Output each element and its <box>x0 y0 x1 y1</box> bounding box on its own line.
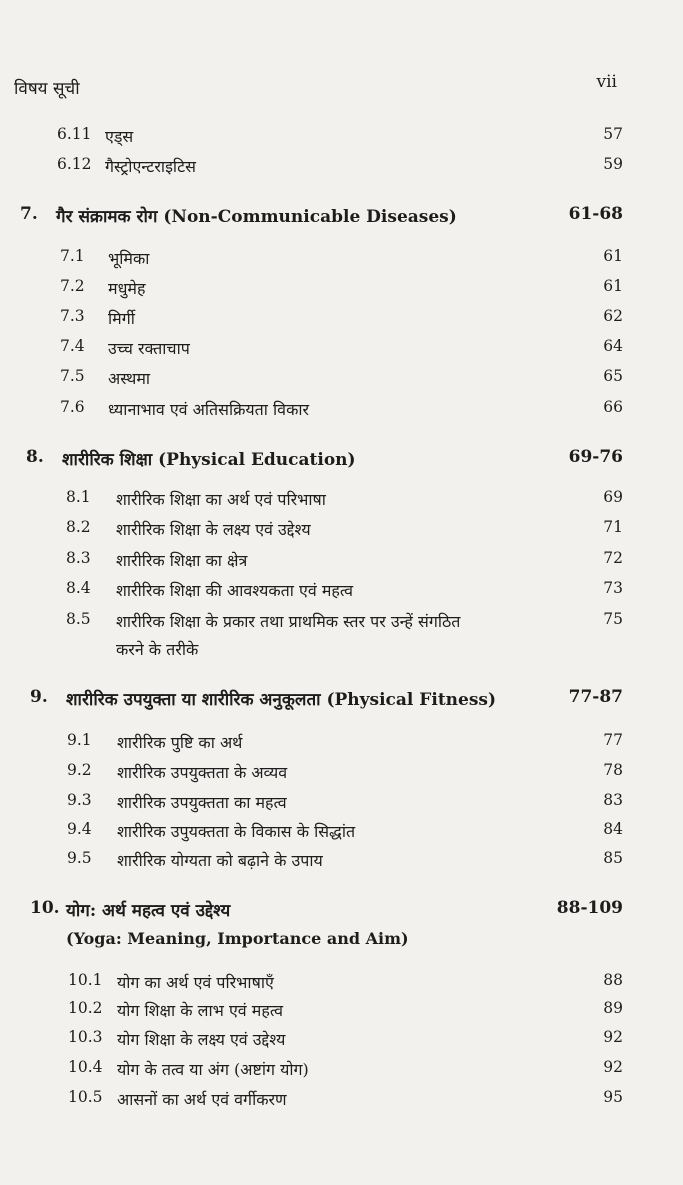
item-number: 6.12 <box>57 155 92 173</box>
item-number: 9.5 <box>67 849 92 867</box>
list-item <box>0 488 683 514</box>
item-page: 62 <box>603 307 623 325</box>
chapter-heading <box>0 898 683 924</box>
item-text-continuation: करने के तरीके <box>116 640 199 659</box>
item-page: 73 <box>603 579 623 597</box>
item-page: 85 <box>603 849 623 867</box>
item-number: 9.2 <box>67 761 92 779</box>
chapter-number: 8. <box>26 447 44 467</box>
chapter-pages: 88-109 <box>556 898 623 918</box>
page-header-title: विषय सूची <box>14 79 80 99</box>
item-text: आसनों का अर्थ एवं वर्गीकरण <box>117 1090 287 1109</box>
item-page: 64 <box>603 337 623 355</box>
item-text: शारीरिक शिक्षा का अर्थ एवं परिभाषा <box>116 490 326 509</box>
chapter-subtitle-row <box>0 929 683 955</box>
item-number: 9.1 <box>67 731 92 749</box>
item-number: 7.5 <box>60 367 85 385</box>
list-item-continuation <box>0 638 683 664</box>
page-number: vii <box>596 72 617 92</box>
chapter-title: गैर संक्रामक रोग (Non-Communicable Diseases) <box>56 207 457 227</box>
chapter-title: शारीरिक शिक्षा (Physical Education) <box>62 450 356 470</box>
item-text: मधुमेह <box>108 279 146 298</box>
item-text: शारीरिक पुष्टि का अर्थ <box>117 733 243 752</box>
list-item <box>0 849 683 875</box>
item-text: योग शिक्षा के लाभ एवं महत्व <box>117 1001 283 1020</box>
item-text: योग शिक्षा के लक्ष्य एवं उद्देश्य <box>117 1030 286 1049</box>
item-page: 77 <box>603 731 623 749</box>
list-item <box>0 518 683 544</box>
chapter-pages: 77-87 <box>568 687 623 707</box>
item-page: 78 <box>603 761 623 779</box>
item-text: शारीरिक शिक्षा की आवश्यकता एवं महत्व <box>116 581 354 600</box>
item-page: 61 <box>603 247 623 265</box>
list-item <box>0 337 683 363</box>
item-number: 9.4 <box>67 820 92 838</box>
item-page: 72 <box>603 549 623 567</box>
item-text: शारीरिक उपुयक्तता के विकास के सिद्धांत <box>117 822 356 841</box>
item-text: शारीरिक शिक्षा के लक्ष्य एवं उद्देश्य <box>116 520 311 539</box>
chapter-heading <box>0 204 683 230</box>
item-number: 8.2 <box>66 518 91 536</box>
item-page: 89 <box>603 999 623 1017</box>
chapter-title: शारीरिक उपयुक्ता या शारीरिक अनुकूलता (Physical Fitness) <box>66 690 497 710</box>
chapter-title: योग: अर्थ महत्व एवं उद्देश्य <box>66 901 231 921</box>
item-page: 92 <box>603 1058 623 1076</box>
item-number: 10.5 <box>68 1088 103 1106</box>
item-text: उच्च रक्ताचाप <box>108 339 190 358</box>
item-text: शारीरिक उपयुक्तता के अव्यव <box>117 763 288 782</box>
item-page: 84 <box>603 820 623 838</box>
chapter-number: 9. <box>30 687 48 707</box>
item-text: एड्स <box>105 127 134 146</box>
item-number: 8.5 <box>66 610 91 628</box>
item-text: शारीरिक शिक्षा का क्षेत्र <box>116 551 248 570</box>
list-item <box>0 277 683 303</box>
item-number: 10.1 <box>68 971 103 989</box>
item-page: 65 <box>603 367 623 385</box>
item-number: 8.3 <box>66 549 91 567</box>
item-number: 10.3 <box>68 1028 103 1046</box>
item-page: 71 <box>603 518 623 536</box>
item-text: शारीरिक योग्यता को बढ़ाने के उपाय <box>117 851 323 870</box>
item-number: 10.4 <box>68 1058 103 1076</box>
item-number: 7.2 <box>60 277 85 295</box>
list-item <box>0 1088 683 1114</box>
item-page: 59 <box>603 155 623 173</box>
item-page: 66 <box>603 398 623 416</box>
list-item <box>0 549 683 575</box>
item-page: 92 <box>603 1028 623 1046</box>
list-item <box>0 731 683 757</box>
item-page: 95 <box>603 1088 623 1106</box>
item-number: 8.4 <box>66 579 91 597</box>
list-item <box>0 1058 683 1084</box>
item-text: शारीरिक शिक्षा के प्रकार तथा प्राथमिक स्तर पर उन्हें संगठित <box>116 612 461 631</box>
item-text: गैस्ट्रोएन्टराइटिस <box>105 157 196 176</box>
list-item <box>0 367 683 393</box>
item-text: ध्यानाभाव एवं अतिसक्रियता विकार <box>108 400 310 419</box>
list-item <box>0 579 683 605</box>
item-page: 69 <box>603 488 623 506</box>
list-item <box>0 398 683 424</box>
item-number: 9.3 <box>67 791 92 809</box>
chapter-heading <box>0 447 683 473</box>
item-number: 7.6 <box>60 398 85 416</box>
chapter-pages: 61-68 <box>568 204 623 224</box>
list-item <box>0 791 683 817</box>
item-number: 7.4 <box>60 337 85 355</box>
item-number: 6.11 <box>57 125 92 143</box>
chapter-subtitle: (Yoga: Meaning, Importance and Aim) <box>66 929 409 948</box>
item-page: 88 <box>603 971 623 989</box>
item-text: अस्थमा <box>108 369 151 388</box>
item-text: योग के तत्व या अंग (अष्टांग योग) <box>117 1060 309 1079</box>
list-item <box>0 125 683 151</box>
chapter-heading <box>0 687 683 713</box>
item-page: 75 <box>603 610 623 628</box>
list-item <box>0 971 683 997</box>
list-item <box>0 761 683 787</box>
item-number: 7.1 <box>60 247 85 265</box>
list-item <box>0 820 683 846</box>
item-number: 10.2 <box>68 999 103 1017</box>
item-text: मिर्गी <box>108 309 135 328</box>
item-page: 61 <box>603 277 623 295</box>
item-number: 8.1 <box>66 488 91 506</box>
item-page: 83 <box>603 791 623 809</box>
chapter-pages: 69-76 <box>568 447 623 467</box>
chapter-number: 10. <box>30 898 60 918</box>
item-number: 7.3 <box>60 307 85 325</box>
list-item <box>0 1028 683 1054</box>
item-text: योग का अर्थ एवं परिभाषाएँ <box>117 973 274 992</box>
list-item <box>0 155 683 181</box>
list-item <box>0 999 683 1025</box>
list-item <box>0 610 683 636</box>
item-text: शारीरिक उपयुक्तता का महत्व <box>117 793 287 812</box>
item-page: 57 <box>603 125 623 143</box>
item-text: भूमिका <box>108 249 150 268</box>
chapter-number: 7. <box>20 204 38 224</box>
list-item <box>0 307 683 333</box>
list-item <box>0 247 683 273</box>
